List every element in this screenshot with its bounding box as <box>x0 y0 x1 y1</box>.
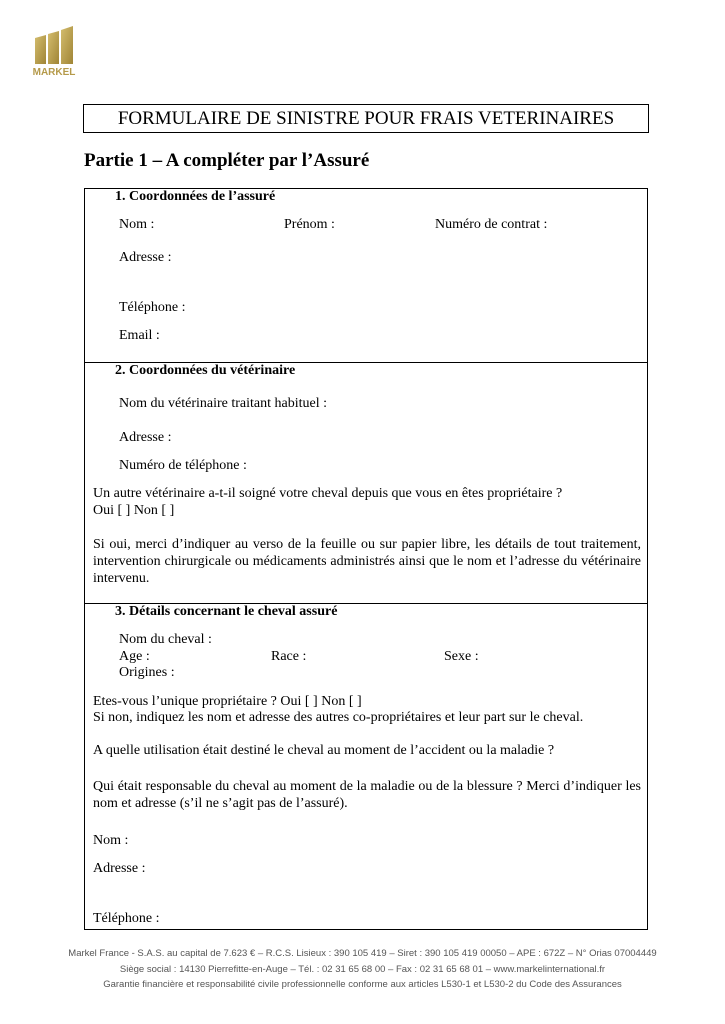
responsible-name-field[interactable]: Nom : <box>93 833 129 848</box>
footer-line: Markel France - S.A.S. au capital de 7.623 € – R.C.S. Lisieux : 390 105 419 – Siret : 390 105 419 00050 – APE : 672Z – N° Orias 07004449 <box>68 948 657 959</box>
horse-name-field[interactable]: Nom du cheval : <box>119 632 212 647</box>
breed-field[interactable]: Race : <box>271 649 307 664</box>
responsible-phone-field[interactable]: Téléphone : <box>93 911 160 926</box>
other-vet-checkboxes[interactable]: Oui [ ] Non [ ] <box>93 503 175 518</box>
svg-text:MARKEL: MARKEL <box>33 67 76 76</box>
responsible-address-field[interactable]: Adresse : <box>93 861 146 876</box>
sex-field[interactable]: Sexe : <box>444 649 479 664</box>
markel-logo <box>33 26 79 76</box>
contract-number-field[interactable]: Numéro de contrat : <box>435 217 548 232</box>
nom-field[interactable]: Nom : <box>119 217 155 232</box>
footer-line: Garantie financière et responsabilité civile professionnelle conforme aux articles L530-1 et L530-2 du Code des Assurances <box>103 979 622 990</box>
email-field[interactable]: Email : <box>119 328 160 343</box>
address-field[interactable]: Adresse : <box>119 250 172 265</box>
phone-field[interactable]: Téléphone : <box>119 300 186 315</box>
origins-field[interactable]: Origines : <box>119 665 175 680</box>
sole-owner-question[interactable]: Etes-vous l’unique propriétaire ? Oui [ ] Non [ ] <box>93 694 362 709</box>
responsible-question: Qui était responsable du cheval au moment de la maladie ou de la blessure ? Merci d’indiquer les nom et adresse (s’il ne s’agit pas de l’assuré). <box>93 779 641 811</box>
usage-question[interactable]: A quelle utilisation était destiné le cheval au moment de l’accident ou la maladie ? <box>93 743 555 758</box>
prenom-field[interactable]: Prénom : <box>284 217 335 232</box>
vet-name-field[interactable]: Nom du vétérinaire traitant habituel : <box>119 396 327 411</box>
form-title: FORMULAIRE DE SINISTRE POUR FRAIS VETERINAIRES <box>83 104 649 133</box>
vet-address-field[interactable]: Adresse : <box>119 430 172 445</box>
vet-phone-field[interactable]: Numéro de téléphone : <box>119 458 247 473</box>
other-vet-question: Un autre vétérinaire a-t-il soigné votre cheval depuis que vous en êtes propriétaire ? <box>93 486 563 501</box>
part-heading: Partie 1 – A compléter par l’Assuré <box>84 150 370 171</box>
section1-heading: 1. Coordonnées de l’assuré <box>115 189 276 204</box>
section2-heading: 2. Coordonnées du vétérinaire <box>115 363 296 378</box>
footer-line: Siège social : 14130 Pierrefitte-en-Auge – Tél. : 02 31 65 68 00 – Fax : 02 31 65 68 01 – www.markelinternational.fr <box>119 964 606 975</box>
age-field[interactable]: Age : <box>119 649 150 664</box>
co-owners-text: Si non, indiquez les nom et adresse des autres co-propriétaires et leur part sur le cheval. <box>93 710 584 725</box>
other-vet-details: Si oui, merci d’indiquer au verso de la feuille ou sur papier libre, les détails de tout traitement, intervention chirurgicale ou médicaments administrés ainsi que le nom et l’adresse du vétérinaire intervenu. <box>93 537 641 586</box>
section3-heading: 3. Détails concernant le cheval assuré <box>115 604 338 619</box>
